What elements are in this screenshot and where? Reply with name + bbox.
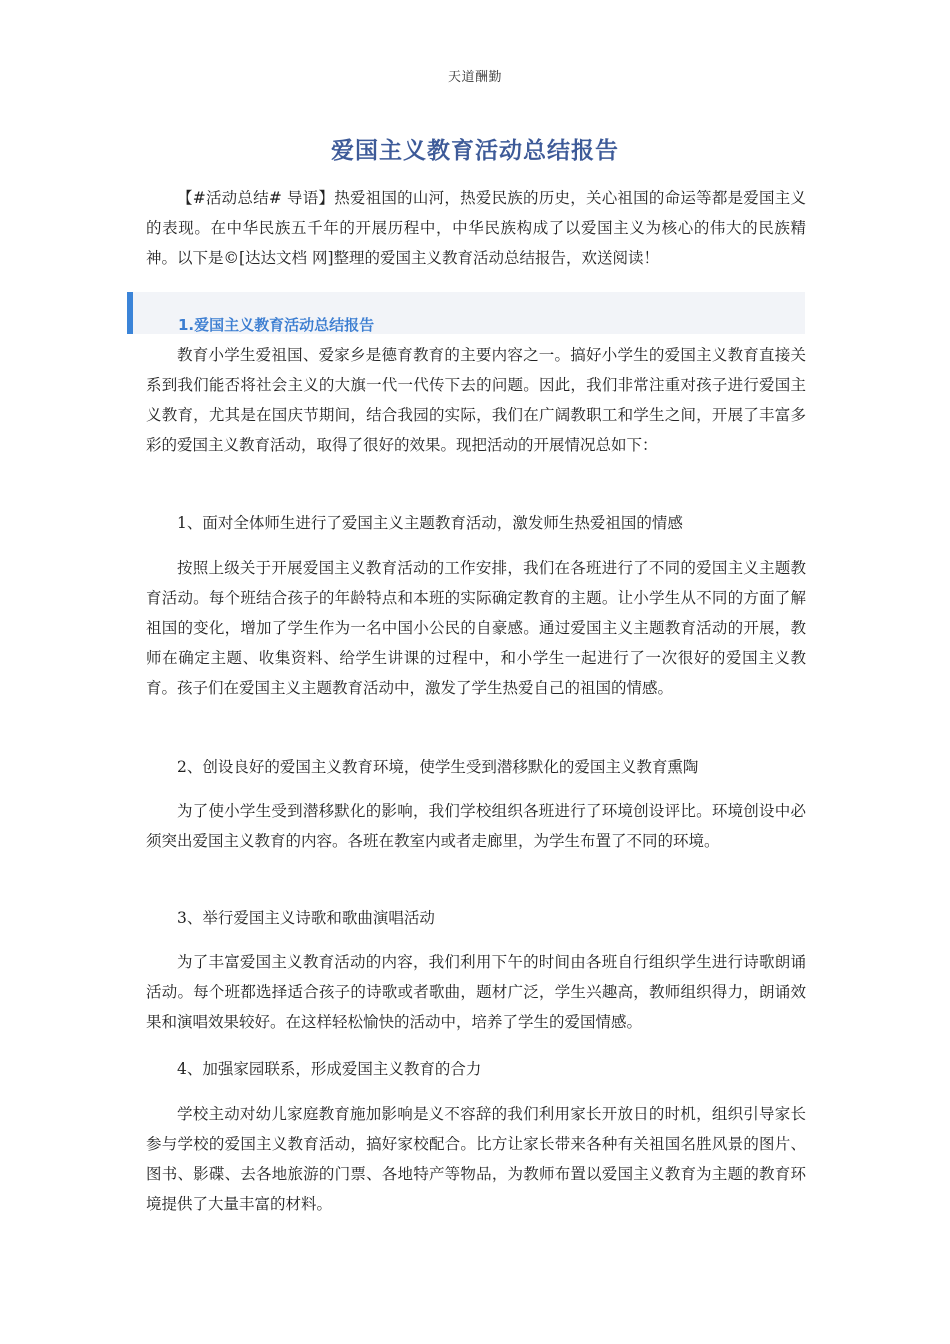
body-paragraph: 为了丰富爱国主义教育活动的内容，我们利用下午的时间由各班自行组织学生进行诗歌朗诵活动。每个班都选择适合孩子的诗歌或者歌曲，题材广泛，学生兴趣高，教师组织得力，朗诵效果和演唱效果较好。在这样轻松愉快的活动中，培养了学生的爱国情感。 bbox=[146, 953, 806, 1031]
body-paragraph: 按照上级关于开展爱国主义教育活动的工作安排，我们在各班进行了不同的爱国主义主题教育活动。每个班结合孩子的年龄特点和本班的实际确定教育的主题。让小学生从不同的方面了解祖国的变化，增加了学生作为一名中国小公民的自豪感。通过爱国主义主题教育活动的开展，教师在确定主题、收集资料、给学生讲课的过程中，和小学生一起进行了一次很好的爱国主义教育。孩子们在爱国主义主题教育活动中，激发了学生热爱自己的祖国的情感。 bbox=[146, 559, 806, 697]
section-accent-bar bbox=[127, 292, 133, 334]
document-title: 爱国主义教育活动总结报告 bbox=[331, 138, 619, 164]
header-mark: 天道酬勤 bbox=[447, 70, 502, 85]
section-heading: 1.爱国主义教育活动总结报告 bbox=[178, 316, 375, 334]
list-item-heading: 2、创设良好的爱国主义教育环境，使学生受到潜移默化的爱国主义教育熏陶 bbox=[177, 758, 699, 776]
list-item-heading: 4、加强家园联系，形成爱国主义教育的合力 bbox=[177, 1060, 482, 1078]
body-paragraph: 教育小学生爱祖国、爱家乡是德育教育的主要内容之一。搞好小学生的爱国主义教育直接关系到我们能否将社会主义的大旗一代一代传下去的问题。因此，我们非常注重对孩子进行爱国主义教育，尤其是在国庆节期间，结合我园的实际，我们在广阔教职工和学生之间，开展了丰富多彩的爱国主义教育活动，取得了很好的效果。现把活动的开展情况总如下： bbox=[146, 346, 806, 454]
body-paragraph: 学校主动对幼儿家庭教育施加影响是义不容辞的我们利用家长开放日的时机，组织引导家长参与学校的爱国主义教育活动，搞好家校配合。比方让家长带来各种有关祖国名胜风景的图片、图书、影碟、去各地旅游的门票、各地特产等物品，为教师布置以爱国主义教育为主题的教育环境提供了大量丰富的材料。 bbox=[146, 1105, 806, 1213]
list-item-heading: 3、举行爱国主义诗歌和歌曲演唱活动 bbox=[177, 909, 435, 927]
list-item-heading: 1、面对全体师生进行了爱国主义主题教育活动，激发师生热爱祖国的情感 bbox=[177, 514, 683, 532]
intro-paragraph: 【#活动总结# 导语】热爱祖国的山河，热爱民族的历史，关心祖国的命运等都是爱国主义的表现。在中华民族五千年的开展历程中，中华民族构成了以爱国主义为核心的伟大的民族精神。以下是©[达达文档 网]整理的爱国主义教育活动总结报告，欢送阅读！ bbox=[146, 189, 806, 267]
body-paragraph: 为了使小学生受到潜移默化的影响，我们学校组织各班进行了环境创设评比。环境创设中必须突出爱国主义教育的内容。各班在教室内或者走廊里，为学生布置了不同的环境。 bbox=[146, 802, 806, 850]
